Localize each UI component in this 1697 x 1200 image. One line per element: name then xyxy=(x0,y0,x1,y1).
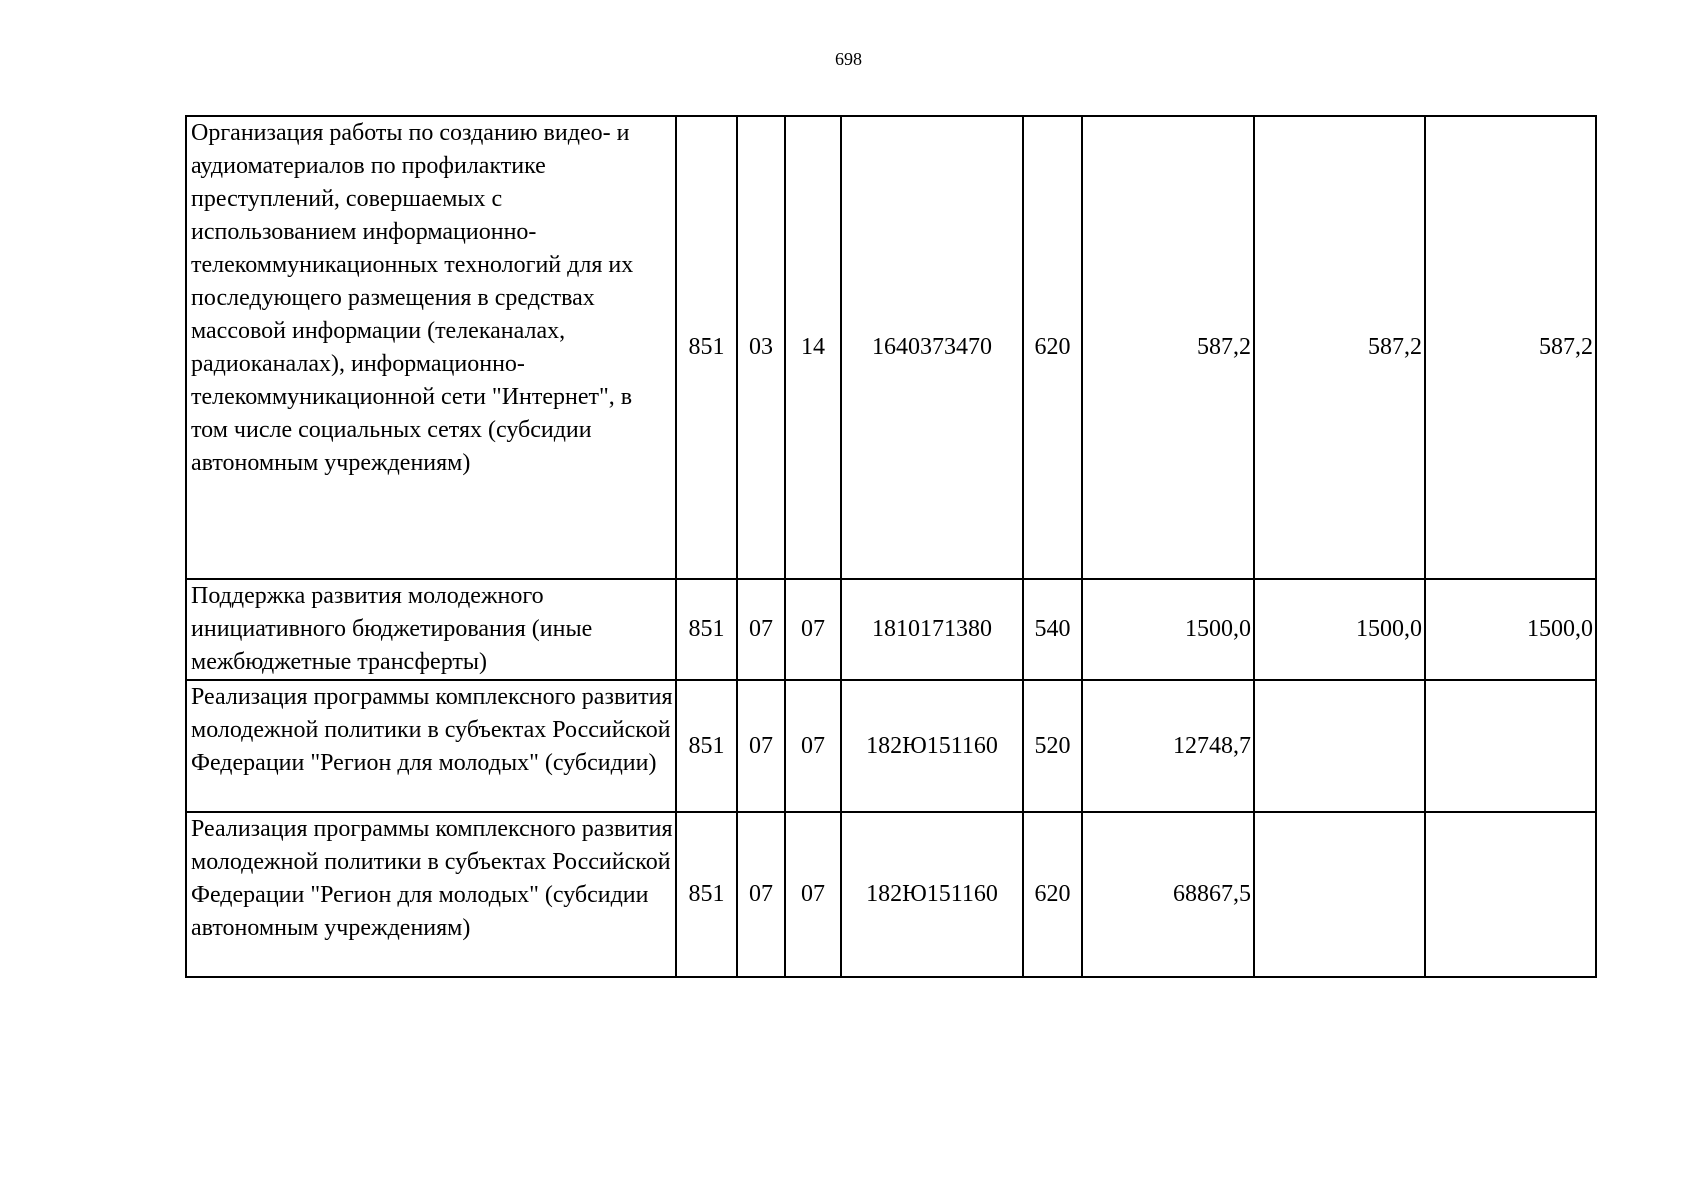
expense-type-cell: 620 xyxy=(1023,116,1082,579)
amount-year-1-cell: 587,2 xyxy=(1082,116,1254,579)
section-code-cell: 03 xyxy=(737,116,785,579)
expense-name-cell: Реализация программы комплексного развития молодежной политики в субъектах Российской Федерации "Регион для молодых" (субсидии) xyxy=(186,680,676,812)
amount-year-2-cell xyxy=(1254,680,1425,812)
expense-type-cell: 520 xyxy=(1023,680,1082,812)
expense-type-cell: 540 xyxy=(1023,579,1082,680)
grbs-code-cell: 851 xyxy=(676,116,737,579)
amount-year-3-cell: 587,2 xyxy=(1425,116,1596,579)
grbs-code-cell: 851 xyxy=(676,812,737,977)
table-row xyxy=(186,116,1596,579)
grbs-code-cell: 851 xyxy=(676,579,737,680)
subsection-code-cell: 14 xyxy=(785,116,841,579)
page-number: 698 xyxy=(835,49,862,69)
amount-year-1-cell: 12748,7 xyxy=(1082,680,1254,812)
section-code-cell: 07 xyxy=(737,812,785,977)
target-article-cell: 182Ю151160 xyxy=(841,812,1023,977)
target-article-cell: 1810171380 xyxy=(841,579,1023,680)
table-row xyxy=(186,680,1596,812)
expense-name-cell: Поддержка развития молодежного инициативного бюджетирования (иные межбюджетные трансферты) xyxy=(186,579,676,680)
table-row xyxy=(186,579,1596,680)
expense-type-cell: 620 xyxy=(1023,812,1082,977)
amount-year-2-cell: 587,2 xyxy=(1254,116,1425,579)
subsection-code-cell: 07 xyxy=(785,579,841,680)
amount-year-3-cell xyxy=(1425,680,1596,812)
amount-year-3-cell xyxy=(1425,812,1596,977)
amount-year-2-cell: 1500,0 xyxy=(1254,579,1425,680)
section-code-cell: 07 xyxy=(737,579,785,680)
section-code-cell: 07 xyxy=(737,680,785,812)
amount-year-1-cell: 1500,0 xyxy=(1082,579,1254,680)
budget-table xyxy=(185,115,1597,978)
amount-year-2-cell xyxy=(1254,812,1425,977)
target-article-cell: 1640373470 xyxy=(841,116,1023,579)
subsection-code-cell: 07 xyxy=(785,680,841,812)
expense-name-cell: Реализация программы комплексного развития молодежной политики в субъектах Российской Федерации "Регион для молодых" (субсидии автономным учреждениям) xyxy=(186,812,676,977)
grbs-code-cell: 851 xyxy=(676,680,737,812)
amount-year-3-cell: 1500,0 xyxy=(1425,579,1596,680)
target-article-cell: 182Ю151160 xyxy=(841,680,1023,812)
expense-name-cell: Организация работы по созданию видео- и аудиоматериалов по профилактике преступлений, совершаемых с использованием информационно-телекоммуникационных технологий для их последующего размещения в средствах массовой информации (телеканалах, радиоканалах), информационно-телекоммуникационной сети "Интернет", в том числе социальных сетях (субсидии автономным учреждениям) xyxy=(186,116,676,579)
amount-year-1-cell: 68867,5 xyxy=(1082,812,1254,977)
subsection-code-cell: 07 xyxy=(785,812,841,977)
table-row xyxy=(186,812,1596,977)
